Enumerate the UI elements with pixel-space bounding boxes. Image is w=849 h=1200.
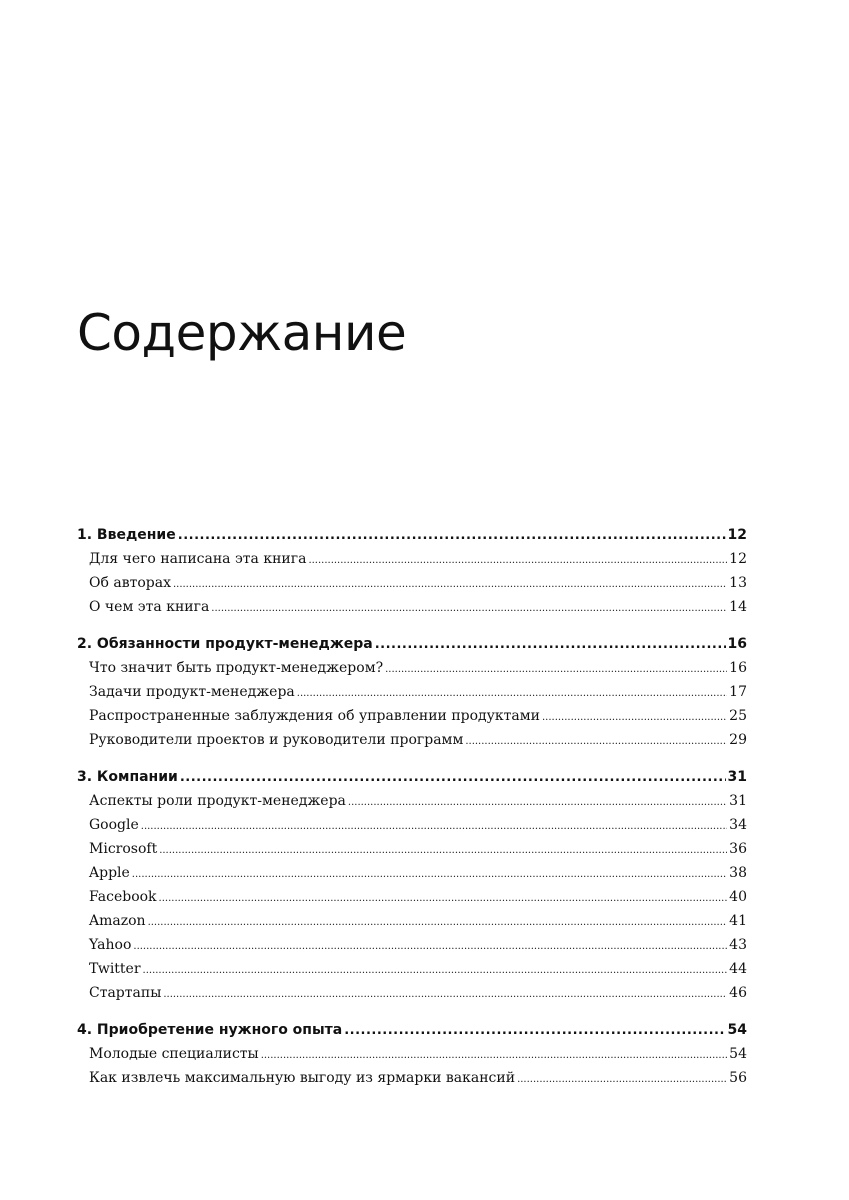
toc-chapter-title: 4. Приобретение нужного опыта [77,1022,343,1038]
toc-page-number: 40 [729,889,747,905]
toc-section-2 [77,632,747,752]
toc-page-number: 34 [729,817,747,833]
toc-entry-title: Для чего написана эта книга [89,551,307,567]
dot-leader [261,1044,727,1068]
toc-page-number: 31 [729,793,747,809]
dot-leader [148,911,728,935]
toc-page-number: 25 [729,708,747,724]
dot-leader [143,959,728,983]
toc-page-number: 38 [729,865,747,881]
toc-entry-title: Задачи продукт-менеджера [89,684,295,700]
dot-leader [348,791,727,815]
toc-entry-title: Amazon [89,913,146,929]
page-title: Содержание [77,304,407,362]
dot-leader [173,573,727,597]
dot-leader [344,1019,725,1043]
toc-entry-title: Руководители проектов и руководители программ [89,732,464,748]
toc-entry[interactable] [77,861,747,885]
toc-entry[interactable] [77,837,747,861]
toc-entry-title: Microsoft [89,841,158,857]
toc-page-number: 16 [727,636,747,652]
toc-entry[interactable] [77,595,747,619]
toc-page-number: 36 [729,841,747,857]
toc-entry[interactable] [77,1042,747,1066]
table-of-contents [77,523,747,1103]
toc-page-number: 56 [729,1070,747,1086]
toc-entry[interactable] [77,656,747,680]
toc-entry-title: Распространенные заблуждения об управлении продуктами [89,708,540,724]
toc-section-3 [77,765,747,1005]
dot-leader [517,1068,727,1092]
toc-page-number: 29 [729,732,747,748]
toc-page-number: 31 [727,769,747,785]
toc-chapter-heading[interactable] [77,632,747,656]
dot-leader [178,524,726,548]
toc-section-4 [77,1018,747,1090]
toc-chapter-heading[interactable] [77,765,747,789]
dot-leader [132,863,727,887]
dot-leader [180,766,726,790]
toc-entry-title: Аспекты роли продукт-менеджера [89,793,346,809]
dot-leader [465,730,727,754]
toc-page-number: 16 [729,660,747,676]
toc-entry[interactable] [77,728,747,752]
dot-leader [375,633,726,657]
toc-entry[interactable] [77,813,747,837]
toc-page-number: 17 [729,684,747,700]
toc-section-1 [77,523,747,619]
toc-entry[interactable] [77,885,747,909]
toc-page-number: 43 [729,937,747,953]
toc-chapter-title: 2. Обязанности продукт-менеджера [77,636,373,652]
dot-leader [542,706,727,730]
toc-entry-title: Yahoo [89,937,132,953]
toc-entry[interactable] [77,680,747,704]
toc-entry-title: Apple [89,865,130,881]
toc-entry-title: Facebook [89,889,157,905]
toc-page-number: 54 [727,1022,747,1038]
toc-entry-title: Об авторах [89,575,171,591]
dot-leader [159,839,727,863]
toc-entry[interactable] [77,909,747,933]
toc-entry-title: Молодые специалисты [89,1046,259,1062]
toc-entry-title: Как извлечь максимальную выгоду из ярмарки вакансий [89,1070,516,1086]
dot-leader [297,682,727,706]
dot-leader [133,935,727,959]
toc-entry[interactable] [77,981,747,1005]
dot-leader [163,983,727,1007]
toc-page-number: 12 [729,551,747,567]
toc-entry-title: О чем эта книга [89,599,210,615]
toc-page-number: 12 [727,527,747,543]
dot-leader [159,887,728,911]
toc-chapter-title: 1. Введение [77,527,176,543]
toc-entry-title: Что значит быть продукт-менеджером? [89,660,384,676]
toc-entry-title: Google [89,817,139,833]
toc-chapter-title: 3. Компании [77,769,178,785]
toc-page-number: 44 [729,961,747,977]
dot-leader [385,658,727,682]
toc-entry[interactable] [77,1066,747,1090]
toc-entry[interactable] [77,789,747,813]
toc-page-number: 46 [729,985,747,1001]
toc-entry[interactable] [77,571,747,595]
dot-leader [308,549,727,573]
toc-chapter-heading[interactable] [77,523,747,547]
toc-chapter-heading[interactable] [77,1018,747,1042]
toc-page-number: 14 [729,599,747,615]
toc-entry-title: Twitter [89,961,141,977]
dot-leader [211,597,727,621]
toc-entry[interactable] [77,547,747,571]
toc-entry-title: Стартапы [89,985,162,1001]
toc-entry[interactable] [77,704,747,728]
toc-entry[interactable] [77,957,747,981]
dot-leader [141,815,727,839]
toc-page-number: 54 [729,1046,747,1062]
toc-page-number: 13 [729,575,747,591]
toc-page-number: 41 [729,913,747,929]
toc-entry[interactable] [77,933,747,957]
